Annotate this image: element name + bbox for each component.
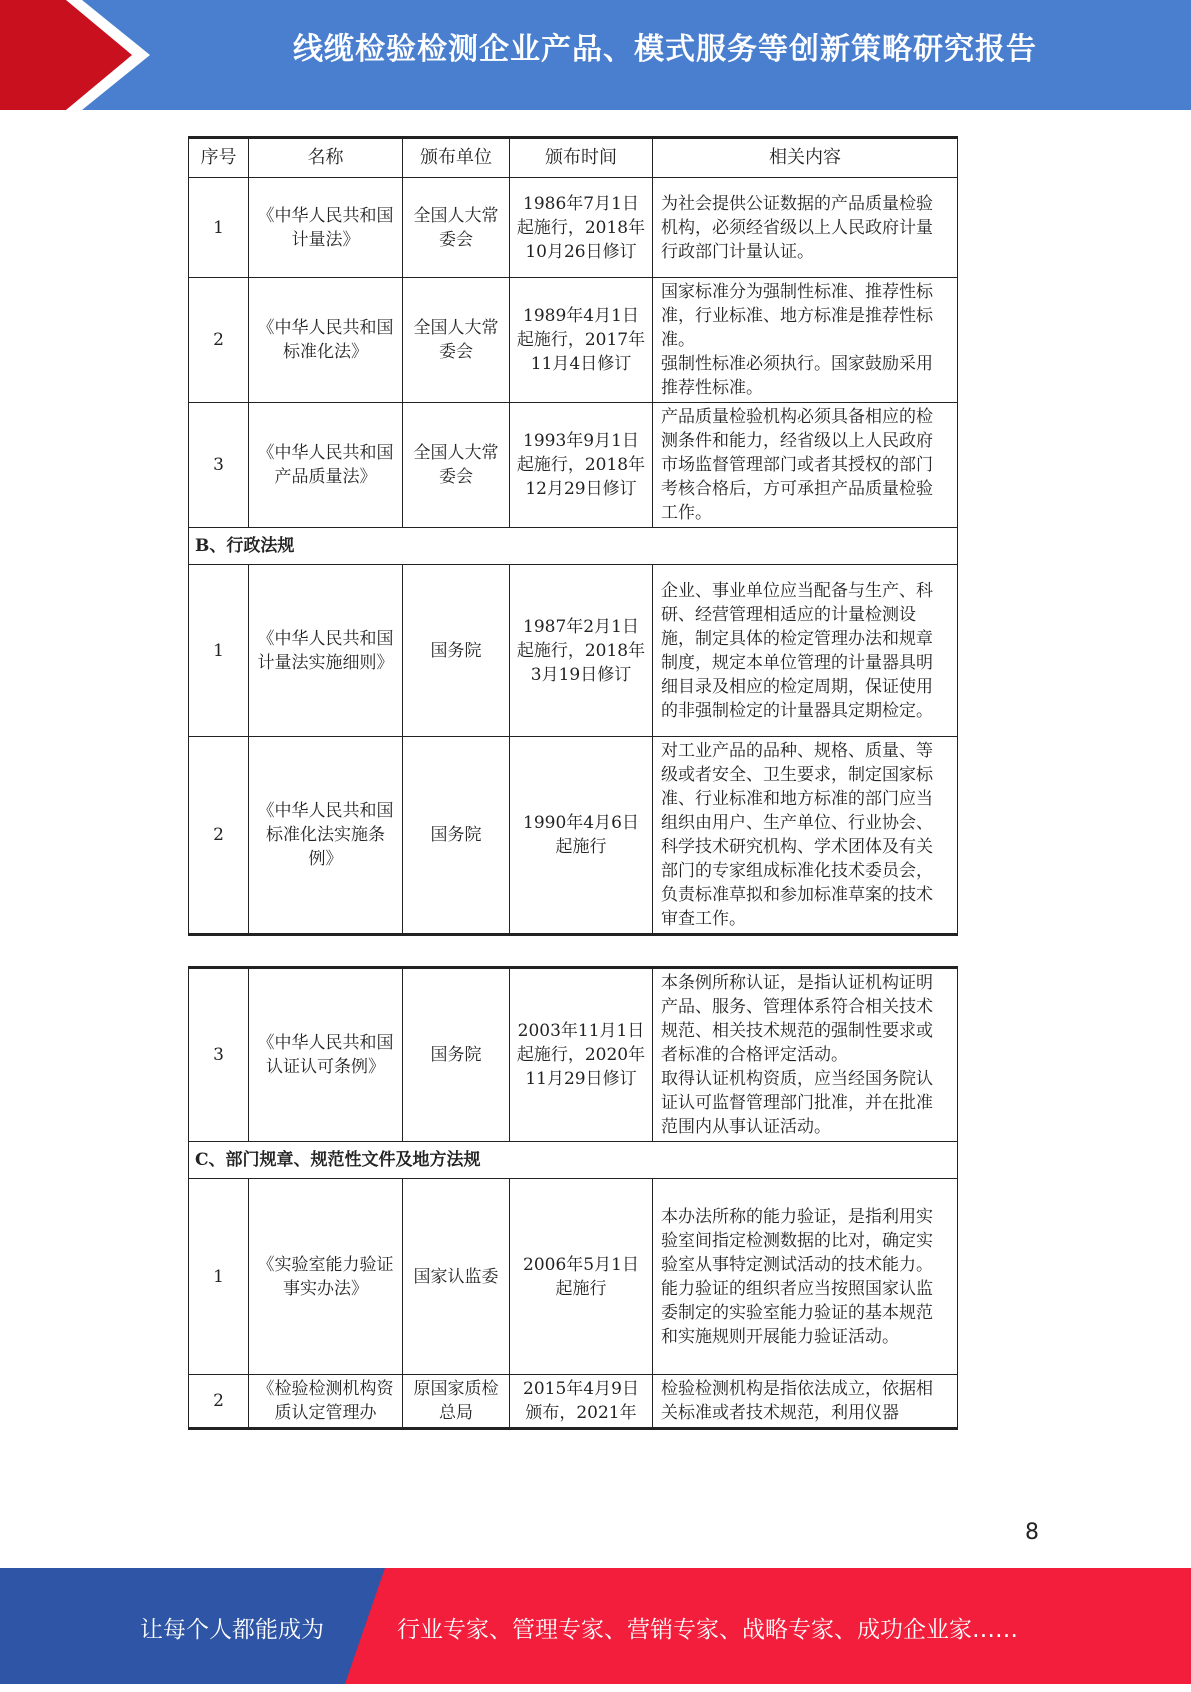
regulations-table-part1 (188, 136, 958, 936)
cell-content: 本条例所称认证，是指认证机构证明产品、服务、管理体系符合相关技术规范、相关技术规范的强制性要求或者标准的合格评定活动。 取得认证机构资质，应当经国务院认证认可监督管理部门批准，并在批准范围内从事认证活动。 (653, 968, 958, 1142)
cell-content: 为社会提供公证数据的产品质量检验机构，必须经省级以上人民政府计量行政部门计量认证。 (653, 178, 958, 278)
column-header-date: 颁布时间 (510, 138, 653, 178)
cell-issuer: 国家认监委 (403, 1179, 510, 1375)
cell-name: 《中华人民共和国标准化法》 (249, 278, 403, 403)
cell-date: 2015年4月9日颁布，2021年 (510, 1375, 653, 1429)
cell-number: 3 (189, 968, 249, 1142)
cell-name: 《实验室能力验证事实办法》 (249, 1179, 403, 1375)
column-header-number: 序号 (189, 138, 249, 178)
cell-issuer: 全国人大常委会 (403, 403, 510, 528)
table-row (189, 178, 958, 278)
cell-date: 2003年11月1日起施行，2020年11月29日修订 (510, 968, 653, 1142)
cell-date: 1990年4月6日起施行 (510, 737, 653, 935)
cell-name: 《中华人民共和国产品质量法》 (249, 403, 403, 528)
header-banner (0, 0, 1191, 110)
cell-number: 1 (189, 1179, 249, 1375)
page-number: 8 (1025, 1520, 1039, 1545)
section-heading-c: C、部门规章、规范性文件及地方法规 (189, 1142, 958, 1179)
table-row (189, 737, 958, 935)
cell-content: 对工业产品的品种、规格、质量、等级或者安全、卫生要求，制定国家标准、行业标准和地方标准的部门应当组织由用户、生产单位、行业协会、科学技术研究机构、学术团体及有关部门的专家组成标准化技术委员会，负责标准草拟和参加标准草案的技术审查工作。 (653, 737, 958, 935)
cell-issuer: 国务院 (403, 737, 510, 935)
column-header-name: 名称 (249, 138, 403, 178)
cell-date: 1986年7月1日起施行，2018年10月26日修订 (510, 178, 653, 278)
footer-slogan-right: 行业专家、管理专家、营销专家、战略专家、成功企业家…… (397, 1617, 1018, 1643)
cell-content: 产品质量检验机构必须具备相应的检测条件和能力，经省级以上人民政府市场监督管理部门或者其授权的部门考核合格后，方可承担产品质量检验工作。 (653, 403, 958, 528)
table-row (189, 968, 958, 1142)
cell-name: 《中华人民共和国计量法》 (249, 178, 403, 278)
footer-banner (0, 1568, 1191, 1684)
cell-number: 2 (189, 737, 249, 935)
section-heading-b: B、行政法规 (189, 528, 958, 565)
cell-name: 《中华人民共和国认证认可条例》 (249, 968, 403, 1142)
column-header-issuer: 颁布单位 (403, 138, 510, 178)
cell-content: 国家标准分为强制性标准、推荐性标准，行业标准、地方标准是推荐性标准。 强制性标准必须执行。国家鼓励采用推荐性标准。 (653, 278, 958, 403)
cell-name: 《中华人民共和国计量法实施细则》 (249, 565, 403, 737)
table-row (189, 278, 958, 403)
cell-date: 1989年4月1日起施行，2017年11月4日修订 (510, 278, 653, 403)
table-header-row (189, 138, 958, 178)
header-red-chevron (0, 0, 150, 110)
page-header-title: 线缆检验检测企业产品、模式服务等创新策略研究报告 (293, 32, 1037, 67)
table-row (189, 1375, 958, 1429)
cell-issuer: 国务院 (403, 565, 510, 737)
cell-number: 1 (189, 565, 249, 737)
cell-number: 3 (189, 403, 249, 528)
cell-content: 企业、事业单位应当配备与生产、科研、经营管理相适应的计量检测设施，制定具体的检定管理办法和规章制度，规定本单位管理的计量器具明细目录及相应的检定周期，保证使用的非强制检定的计量器具定期检定。 (653, 565, 958, 737)
cell-number: 1 (189, 178, 249, 278)
section-row (189, 528, 958, 565)
cell-date: 1987年2月1日起施行，2018年3月19日修订 (510, 565, 653, 737)
regulations-table-part2 (188, 966, 958, 1430)
cell-issuer: 原国家质检总局 (403, 1375, 510, 1429)
footer-slogan-left: 让每个人都能成为 (140, 1617, 324, 1643)
cell-number: 2 (189, 1375, 249, 1429)
cell-name: 《中华人民共和国标准化法实施条例》 (249, 737, 403, 935)
cell-issuer: 全国人大常委会 (403, 178, 510, 278)
cell-issuer: 全国人大常委会 (403, 278, 510, 403)
table-row (189, 1179, 958, 1375)
cell-number: 2 (189, 278, 249, 403)
cell-issuer: 国务院 (403, 968, 510, 1142)
cell-content: 检验检测机构是指依法成立，依据相关标准或者技术规范，利用仪器 (653, 1375, 958, 1429)
table-row (189, 565, 958, 737)
cell-content: 本办法所称的能力验证，是指利用实验室间指定检测数据的比对，确定实验室从事特定测试活动的技术能力。 能力验证的组织者应当按照国家认监委制定的实验室能力验证的基本规范和实施规则开展能力验证活动。 (653, 1179, 958, 1375)
table-row (189, 403, 958, 528)
column-header-content: 相关内容 (653, 138, 958, 178)
section-row (189, 1142, 958, 1179)
cell-date: 1993年9月1日起施行，2018年12月29日修订 (510, 403, 653, 528)
cell-date: 2006年5月1日起施行 (510, 1179, 653, 1375)
cell-name: 《检验检测机构资质认定管理办 (249, 1375, 403, 1429)
